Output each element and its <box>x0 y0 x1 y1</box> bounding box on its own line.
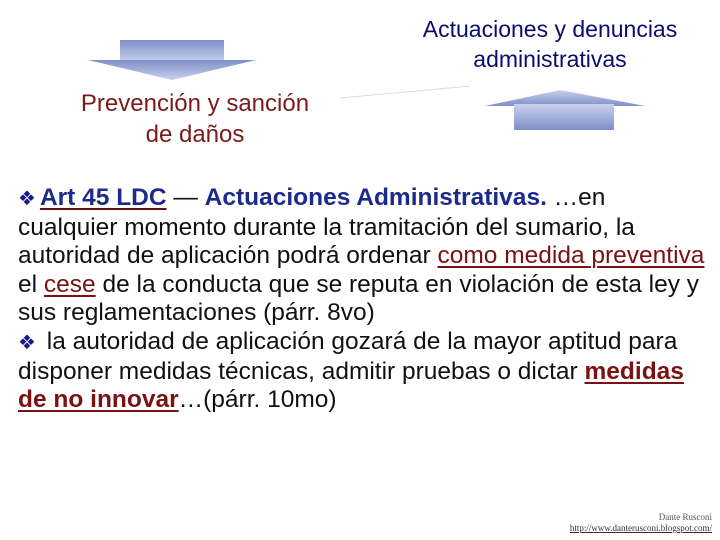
diamond-bullet-icon: ❖ <box>18 188 36 210</box>
paragraph-1-text-c: de la conducta que se reputa en violación de esta ley y sus reglamentaciones (párr. 8vo) <box>18 270 700 327</box>
body-content <box>18 184 708 415</box>
right-header-line1: Actuaciones y denuncias <box>422 16 678 42</box>
left-header-line1: Prevención y sanción <box>80 90 310 117</box>
right-header-line2: administrativas <box>473 46 627 72</box>
heading-dash: — <box>166 184 205 211</box>
right-header-title <box>395 14 705 74</box>
up-arrow-icon <box>485 90 645 130</box>
paragraph-1 <box>18 184 708 328</box>
highlight-medida-preventiva: como medida preventiva <box>437 242 705 270</box>
down-arrow-icon <box>88 40 256 80</box>
article-reference: Art 45 LDC <box>39 184 167 211</box>
paragraph-2-text-b: …(párr. 10mo) <box>178 386 337 414</box>
paragraph-2-text-a: la autoridad de aplicación gozará de la mayor aptitud para disponer medidas técnicas, admitir pruebas o dictar <box>18 327 678 385</box>
diamond-bullet-icon: ❖ <box>18 331 36 354</box>
footer-url-link[interactable]: http://www.danterusconi.blogspot.com/ <box>569 523 712 533</box>
paragraph-2 <box>18 328 708 415</box>
footer-credit <box>570 512 712 534</box>
paragraph-1-text-a: …en cualquier momento durante la tramitación del sumario, la autoridad de aplicación podrá ordenar <box>18 184 635 270</box>
highlight-cese: cese <box>43 270 96 298</box>
connector-line <box>340 86 470 98</box>
left-header-line2: de daños <box>145 121 245 148</box>
section-heading: Actuaciones Administrativas. <box>204 184 547 211</box>
footer-author: Dante Rusconi <box>658 512 712 522</box>
paragraph-1-text-b: el <box>18 270 44 298</box>
left-header-title <box>40 88 350 150</box>
highlight-medidas-no-innovar: medidas de no innovar <box>18 357 684 414</box>
